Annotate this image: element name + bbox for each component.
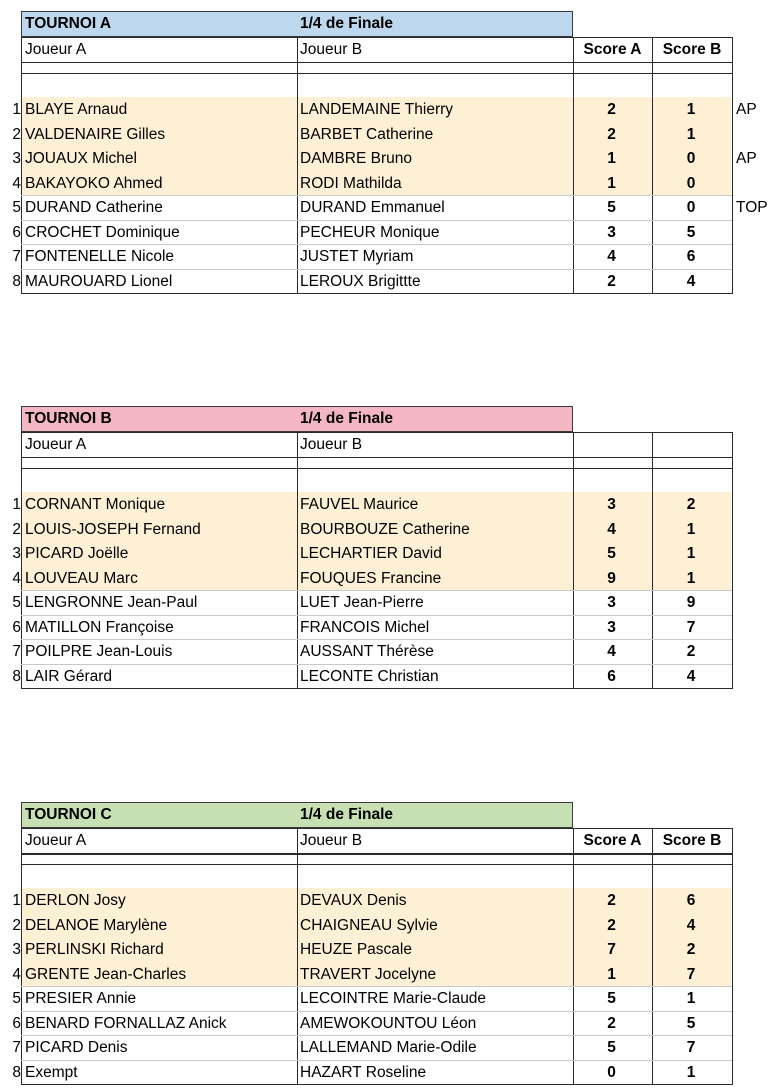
- score-a: 2: [607, 272, 616, 290]
- score-a: 2: [607, 101, 616, 118]
- row-separator: [21, 1011, 732, 1012]
- col-score-a: Score A: [583, 41, 642, 58]
- score-b: 6: [686, 248, 696, 265]
- score-a: 2: [607, 125, 616, 143]
- score-b: 2: [686, 496, 696, 513]
- score-a: 5: [607, 199, 616, 216]
- player-a: DELANOE Marylène: [25, 916, 168, 934]
- match-number: 2: [12, 520, 21, 538]
- match-number: 3: [12, 545, 21, 562]
- score-a: 3: [607, 618, 616, 636]
- score-b: 0: [686, 199, 696, 216]
- col-player-a: Joueur A: [25, 41, 87, 58]
- player-a: VALDENAIRE Gilles: [25, 125, 166, 143]
- row-separator: [21, 615, 732, 616]
- match-number: 5: [12, 199, 21, 216]
- match-number: 3: [12, 941, 21, 958]
- score-b: 2: [686, 643, 696, 660]
- player-b: AMEWOKOUNTOU Léon: [300, 1014, 477, 1032]
- player-a: MATILLON Françoise: [25, 618, 174, 636]
- score-b: 4: [686, 272, 696, 290]
- player-b: JUSTET Myriam: [300, 248, 414, 265]
- player-a: PERLINSKI Richard: [25, 941, 164, 958]
- player-a: LOUIS-JOSEPH Fernand: [25, 520, 201, 538]
- tournament-title: TOURNOI B: [25, 410, 112, 427]
- row-separator: [21, 220, 732, 221]
- score-a: 6: [607, 667, 616, 685]
- score-b: 4: [686, 667, 696, 685]
- grid-line: [21, 688, 733, 689]
- match-note: AP: [736, 101, 757, 118]
- player-a: BLAYE Arnaud: [25, 101, 128, 118]
- score-b: 7: [686, 1039, 696, 1056]
- match-number: 7: [12, 643, 21, 660]
- match-number: 1: [12, 101, 21, 118]
- tournament-title: TOURNOI A: [25, 15, 112, 32]
- player-b: LUET Jean-Pierre: [300, 594, 424, 611]
- player-b: PECHEUR Monique: [300, 223, 440, 241]
- score-a: 3: [607, 496, 616, 513]
- round-label: 1/4 de Finale: [300, 410, 394, 427]
- score-b: 7: [686, 618, 696, 636]
- player-a: CORNANT Monique: [25, 496, 166, 513]
- tournament-title: TOURNOI C: [25, 806, 112, 823]
- grid-line: [297, 432, 298, 688]
- player-a: MAUROUARD Lionel: [25, 272, 173, 290]
- player-b: LANDEMAINE Thierry: [300, 101, 454, 118]
- score-b: 5: [686, 1014, 696, 1032]
- score-b: 4: [686, 916, 696, 934]
- player-b: LECOINTRE Marie-Claude: [300, 990, 487, 1007]
- score-b: 1: [686, 569, 696, 587]
- player-b: FRANCOIS Michel: [300, 618, 430, 636]
- score-b: 1: [686, 990, 696, 1007]
- col-player-b: Joueur B: [300, 436, 363, 453]
- grid-line: [732, 37, 733, 293]
- score-a: 1: [607, 965, 616, 983]
- col-score-b: Score B: [662, 41, 722, 58]
- score-b: 1: [686, 125, 696, 143]
- score-a: 1: [607, 150, 616, 167]
- score-b: 6: [686, 892, 696, 909]
- score-a: 9: [607, 569, 616, 587]
- col-player-a: Joueur A: [25, 832, 87, 849]
- grid-line: [21, 37, 22, 293]
- player-b: LALLEMAND Marie-Odile: [300, 1039, 477, 1056]
- row-separator: [21, 1035, 732, 1036]
- score-b: 1: [686, 1063, 696, 1081]
- match-number: 7: [12, 1039, 21, 1056]
- player-b: HAZART Roseline: [300, 1063, 427, 1081]
- score-a: 1: [607, 174, 616, 192]
- grid-line: [21, 37, 733, 38]
- tournament-b: [0, 406, 777, 696]
- player-a: LOUVEAU Marc: [25, 569, 138, 587]
- grid-line: [21, 468, 733, 469]
- player-b: RODI Mathilda: [300, 174, 402, 192]
- grid-line: [297, 828, 298, 1084]
- player-a: POILPRE Jean-Louis: [25, 643, 173, 660]
- player-b: LECONTE Christian: [300, 667, 439, 685]
- row-separator: [21, 269, 732, 270]
- score-a: 4: [607, 643, 616, 660]
- match-number: 8: [12, 1063, 21, 1081]
- score-b: 7: [686, 965, 696, 983]
- match-number: 2: [12, 125, 21, 143]
- score-a: 7: [607, 941, 616, 958]
- player-b: CHAIGNEAU Sylvie: [300, 916, 438, 934]
- player-a: PICARD Joëlle: [25, 545, 129, 562]
- grid-line: [21, 457, 733, 458]
- score-a: 3: [607, 223, 616, 241]
- col-player-b: Joueur B: [300, 832, 363, 849]
- score-a: 5: [607, 545, 616, 562]
- grid-line: [21, 432, 22, 688]
- row-separator: [21, 639, 732, 640]
- tournament-a: [0, 11, 777, 301]
- score-a: 4: [607, 520, 616, 538]
- round-label: 1/4 de Finale: [300, 15, 394, 32]
- score-a: 2: [607, 1014, 616, 1032]
- grid-line: [21, 828, 22, 1084]
- score-b: 0: [686, 150, 696, 167]
- grid-line: [21, 828, 733, 829]
- player-b: BOURBOUZE Catherine: [300, 520, 470, 538]
- row-separator: [21, 986, 732, 987]
- row-separator: [21, 664, 732, 665]
- player-a: BENARD FORNALLAZ Anick: [25, 1014, 227, 1032]
- row-separator: [21, 195, 732, 196]
- match-number: 6: [12, 223, 21, 241]
- player-b: DURAND Emmanuel: [300, 199, 445, 216]
- match-number: 6: [12, 618, 21, 636]
- player-a: LENGRONNE Jean-Paul: [25, 594, 198, 611]
- player-a: FONTENELLE Nicole: [25, 248, 175, 265]
- player-b: AUSSANT Thérèse: [300, 643, 434, 660]
- grid-line: [21, 864, 733, 865]
- player-a: DURAND Catherine: [25, 199, 163, 216]
- match-number: 7: [12, 248, 21, 265]
- match-number: 8: [12, 667, 21, 685]
- col-player-a: Joueur A: [25, 436, 87, 453]
- player-b: DEVAUX Denis: [300, 892, 407, 909]
- col-score-b: Score B: [662, 832, 722, 849]
- score-b: 1: [686, 101, 696, 118]
- match-note: TOP: [736, 199, 768, 216]
- score-b: 2: [686, 941, 696, 958]
- row-separator: [21, 590, 732, 591]
- grid-line: [21, 73, 733, 74]
- grid-line: [21, 853, 733, 855]
- score-b: 5: [686, 223, 696, 241]
- col-player-b: Joueur B: [300, 41, 363, 58]
- match-number: 5: [12, 990, 21, 1007]
- player-a: PRESIER Annie: [25, 990, 137, 1007]
- round-label: 1/4 de Finale: [300, 806, 394, 823]
- score-b: 9: [686, 594, 696, 611]
- row-separator: [21, 244, 732, 245]
- player-b: BARBET Catherine: [300, 125, 434, 143]
- grid-line: [21, 62, 733, 63]
- player-b: TRAVERT Jocelyne: [300, 965, 437, 983]
- player-a: GRENTE Jean-Charles: [25, 965, 187, 983]
- score-a: 4: [607, 248, 616, 265]
- player-b: FAUVEL Maurice: [300, 496, 419, 513]
- score-a: 3: [607, 594, 616, 611]
- grid-line: [21, 293, 733, 294]
- score-b: 1: [686, 520, 696, 538]
- player-b: FOUQUES Francine: [300, 569, 442, 587]
- score-b: 1: [686, 545, 696, 562]
- score-a: 5: [607, 990, 616, 1007]
- match-note: AP: [736, 150, 757, 167]
- grid-line: [297, 37, 298, 293]
- row-separator: [21, 1060, 732, 1061]
- match-number: 8: [12, 272, 21, 290]
- match-number: 2: [12, 916, 21, 934]
- col-score-a: Score A: [583, 832, 642, 849]
- grid-line: [732, 432, 733, 688]
- match-number: 4: [12, 965, 21, 983]
- grid-line: [21, 432, 733, 433]
- player-a: DERLON Josy: [25, 892, 126, 909]
- player-a: PICARD Denis: [25, 1039, 128, 1056]
- match-number: 4: [12, 569, 21, 587]
- player-b: LEROUX Brigittte: [300, 272, 421, 290]
- player-a: LAIR Gérard: [25, 667, 113, 685]
- player-a: JOUAUX Michel: [25, 150, 137, 167]
- player-a: CROCHET Dominique: [25, 223, 180, 241]
- grid-line: [21, 1084, 733, 1085]
- tournament-c: [0, 802, 777, 1092]
- player-b: HEUZE Pascale: [300, 941, 412, 958]
- match-number: 1: [12, 892, 21, 909]
- match-number: 3: [12, 150, 21, 167]
- score-a: 2: [607, 916, 616, 934]
- player-b: LECHARTIER David: [300, 545, 442, 562]
- match-number: 5: [12, 594, 21, 611]
- grid-line: [732, 828, 733, 1084]
- player-a: Exempt: [25, 1063, 78, 1081]
- score-a: 2: [607, 892, 616, 909]
- score-a: 5: [607, 1039, 616, 1056]
- score-b: 0: [686, 174, 696, 192]
- score-a: 0: [607, 1063, 616, 1081]
- match-number: 6: [12, 1014, 21, 1032]
- match-number: 1: [12, 496, 21, 513]
- player-b: DAMBRE Bruno: [300, 150, 412, 167]
- player-a: BAKAYOKO Ahmed: [25, 174, 163, 192]
- match-number: 4: [12, 174, 21, 192]
